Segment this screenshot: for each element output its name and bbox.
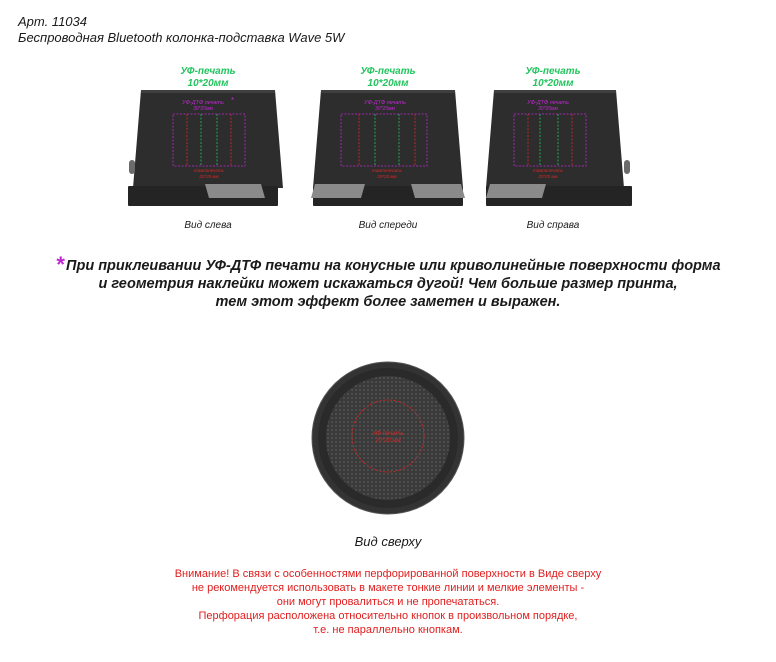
note-line: тем этот эффект более заметен и выражен. xyxy=(215,294,561,310)
uv-print-label: УФ-печать xyxy=(180,66,236,77)
tampo-print-label: тампопечать xyxy=(533,168,563,173)
speaker-button-left xyxy=(311,184,365,198)
uv-print-size: 10*20мм xyxy=(367,78,409,89)
speaker-side-port xyxy=(129,160,135,174)
dtf-print-size: 30*20мм xyxy=(538,106,558,112)
header xyxy=(18,14,344,46)
view-caption: Вид спереди xyxy=(358,220,418,231)
uv-print-label: УФ-печать xyxy=(360,66,416,77)
dtf-star-icon: * xyxy=(231,96,235,105)
top-view-caption: Вид сверху xyxy=(354,534,422,549)
speaker-side-port xyxy=(624,160,630,174)
warning-line: они могут провалиться и не пропечататься. xyxy=(276,596,500,608)
speaker-button xyxy=(486,184,546,198)
speaker-top-rim xyxy=(494,90,616,93)
warning-line: Внимание! В связи с особенностями перфорированной поверхности в Виде сверху xyxy=(174,568,602,580)
product-name: Беспроводная Bluetooth колонка-подставка Wave 5W xyxy=(18,30,345,45)
view-caption: Вид справа xyxy=(526,220,580,231)
speaker-top-rim xyxy=(321,90,455,93)
dtf-print-label: УФ-ДТФ печать xyxy=(527,100,569,106)
uv-print-label: УФ-печать xyxy=(525,66,581,77)
speaker-top-drawing xyxy=(310,360,466,516)
warning-line: не рекомендуется использовать в макете тонкие линии и мелкие элементы - xyxy=(191,582,585,594)
speaker-top-rim xyxy=(141,90,275,93)
note-line: При приклеивании УФ-ДТФ печати на конусные или криволинейные поверхности форма xyxy=(66,258,721,274)
dtf-print-label: УФ-ДТФ печать xyxy=(182,100,224,106)
note-line: и геометрия наклейки может искажаться дугой! Чем больше размер принта, xyxy=(98,276,678,292)
article-number: Арт. 11034 xyxy=(18,14,87,29)
view-caption: Вид слева xyxy=(184,220,232,231)
speaker-front-drawing xyxy=(303,88,473,210)
dtf-print-size: 30*20мм xyxy=(375,106,395,112)
top-print-label: УФ-печать xyxy=(372,431,404,437)
tampo-print-size: 20*20 мм xyxy=(199,174,219,179)
speaker-button xyxy=(205,184,265,198)
perforation-warning xyxy=(0,567,776,637)
speaker-side-drawing xyxy=(123,88,293,210)
top-print-size: 20*20 мм xyxy=(375,438,401,444)
tampo-print-size: 20*20 мм xyxy=(538,174,558,179)
uv-print-size: 10*20мм xyxy=(187,78,229,89)
dtf-print-label: УФ-ДТФ печать xyxy=(364,100,406,106)
note-star-icon: * xyxy=(55,252,65,277)
uv-print-size: 10*20мм xyxy=(532,78,574,89)
warning-line: т.е. не параллельно кнопкам. xyxy=(313,624,463,636)
speaker-side-drawing xyxy=(468,88,638,210)
tampo-print-label: тампопечать xyxy=(372,168,402,173)
dtf-print-size: 30*20мм xyxy=(193,106,213,112)
tampo-print-size: 20*20 мм xyxy=(377,174,397,179)
warning-line: Перфорация расположена относительно кнопок в произвольном порядке, xyxy=(198,610,578,622)
speaker-button-right xyxy=(411,184,465,198)
tampo-print-label: тампопечать xyxy=(194,168,224,173)
distortion-note xyxy=(0,252,776,311)
